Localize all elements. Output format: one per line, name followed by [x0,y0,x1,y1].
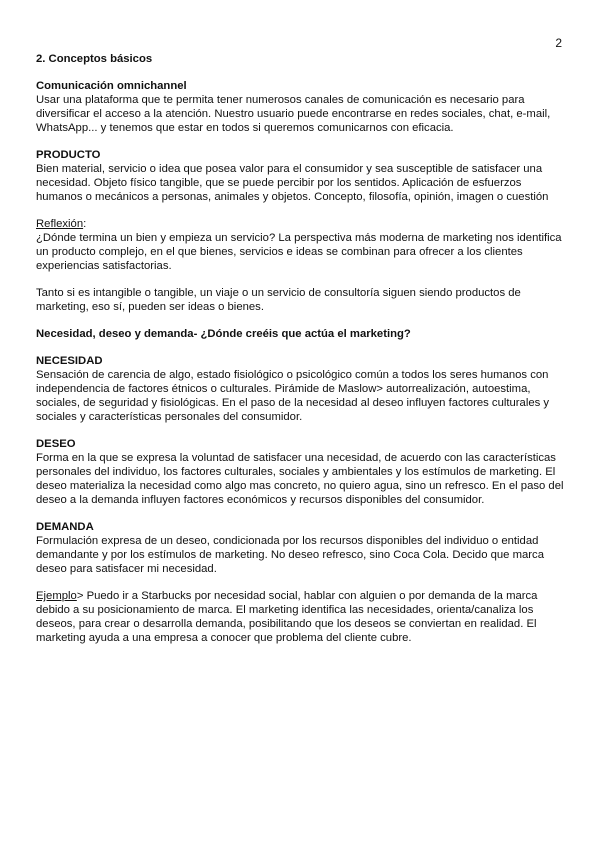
question-section [36,327,564,341]
necesidad-text: Sensación de carencia de algo, estado fisiológico o psicológico común a todos los seres humanos con independencia de factores étnicos o culturales. Pirámide de Maslow> autorrealización, autoestima, sociales, de seguridad y fisiológicas. En el paso de la necesidad al deseo influyen factores culturales y sociales y características personales del consumidor. [36,369,550,423]
omnichannel-heading: Comunicación omnichannel [36,80,187,92]
deseo-text: Forma en la que se expresa la voluntad de satisfacer una necesidad, de acuerdo con las características personales del individuo, los factores culturales, sociales y ambientales y los estímulos de marketing. El deseo materializa la necesidad como algo mas concreto, no quiero agua, sino un refresco. En el paso del deseo a la demanda influyen factores económicos y recursos disponibles del consumidor. [36,452,564,506]
deseo-heading: DESEO [36,438,76,450]
reflexion-text: ¿Dónde termina un bien y empieza un servicio? La perspectiva más moderna de marketing nos identifica un producto complejo, en el que bienes, servicios e ideas se combinan para ofrecer a los clientes experiencias satisfactorias. [36,232,562,272]
demanda-heading: DEMANDA [36,521,94,533]
omnichannel-text: Usar una plataforma que te permita tener numerosos canales de comunicación es necesario para diversificar el acceso a la atención. Nuestro usuario puede encontrarse en redes sociales, chat, e-mail, WhatsApp... y tenemos que estar en todos si queremos comunicarnos con eficacia. [36,94,551,134]
ejemplo-section [36,589,564,645]
producto-text: Bien material, servicio o idea que posea valor para el consumidor y sea susceptible de satisfacer una necesidad. Objeto físico tangible, que se puede percibir por los sentidos. Aplicación de esfuerzos humanos o mecánicos a personas, animales y objetos. Concepto, filosofía, opinión, imagen o cuestión [36,163,549,203]
producto-heading: PRODUCTO [36,149,101,161]
demanda-section [36,520,564,576]
reflexion-label-line [36,218,86,230]
omnichannel-section [36,79,564,135]
intangible-text: Tanto si es intangible o tangible, un viaje o un servicio de consultoría siguen siendo productos de marketing, eso sí, pueden ser ideas o bienes. [36,287,521,313]
reflexion-label: Reflexión [36,218,84,230]
reflexion-section [36,217,564,273]
question-heading: Necesidad, deseo y demanda- ¿Dónde creéis que actúa el marketing? [36,328,411,340]
ejemplo-text: > Puedo ir a Starbucks por necesidad social, hablar con alguien o por demanda de la marca debido a su posicionamiento de marca. El marketing identifica las necesidades, orienta/canaliza los deseos, para crear o desarrolla demanda, posibilitando que los deseos se conviertan en realidad. El marketing ayuda a una empresa a conocer que problema del cliente cubre. [36,590,538,644]
ejemplo-label: Ejemplo [36,590,77,602]
page-number: 2 [555,36,562,50]
intangible-paragraph [36,286,564,314]
producto-section [36,148,564,204]
document-body [36,52,564,658]
necesidad-heading: NECESIDAD [36,355,103,367]
section-title: 2. Conceptos básicos [36,53,153,65]
reflexion-colon: : [83,218,87,230]
deseo-section [36,437,564,507]
demanda-text: Formulación expresa de un deseo, condicionada por los recursos disponibles del individuo o entidad demandante y por los estímulos de marketing. No deseo refresco, sino Coca Cola. Decido que marca deseo para satisfacer mi necesidad. [36,535,544,575]
necesidad-section [36,354,564,424]
